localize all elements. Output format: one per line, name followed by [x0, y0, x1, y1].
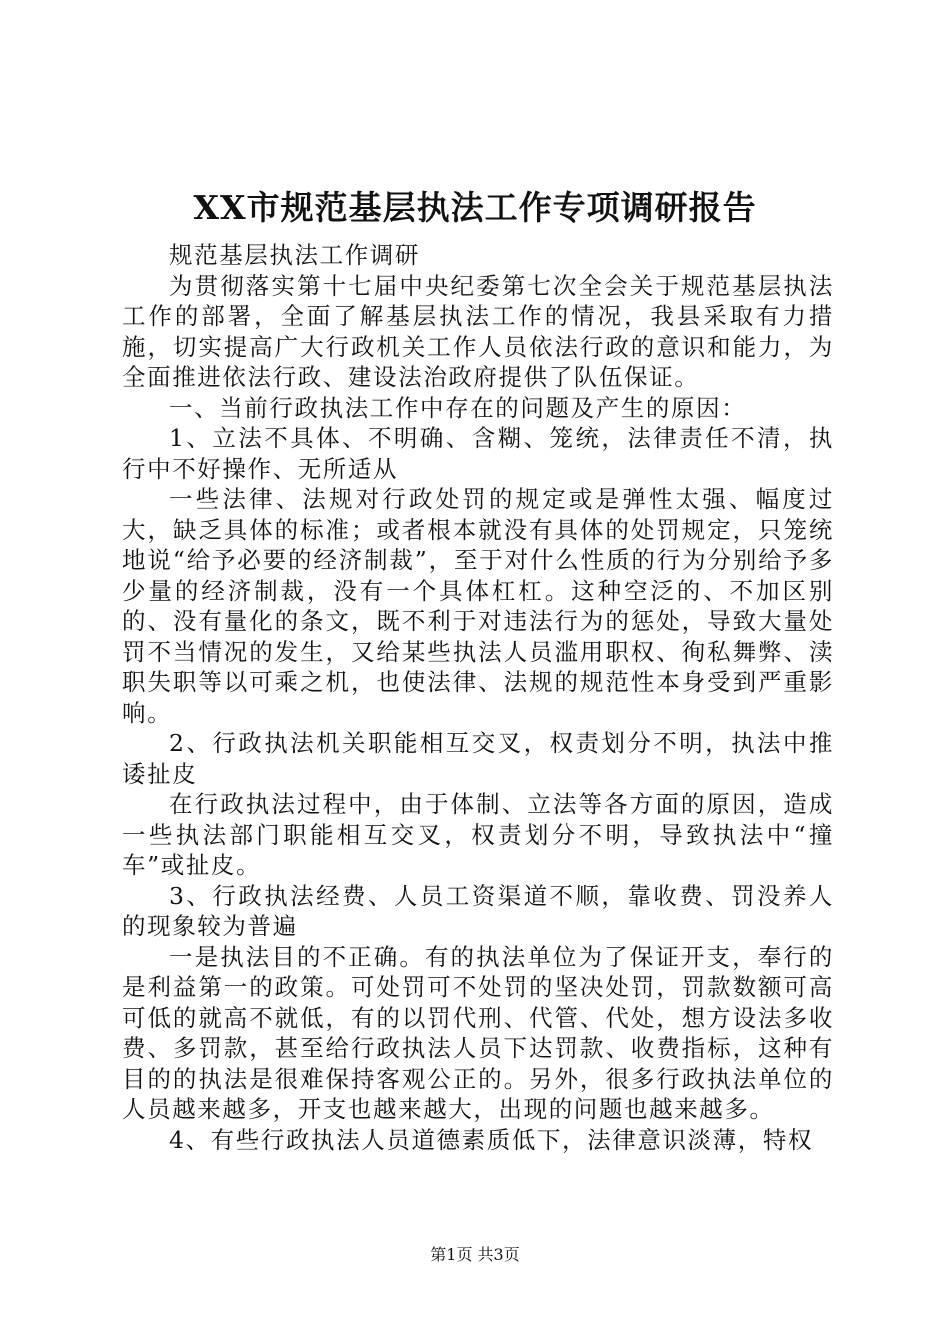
body-paragraph: 一些法律、法规对行政处罚的规定或是弹性太强、幅度过大，缺乏具体的标准；或者根本就没有具体的处罚规定，只笼统地说“给予必要的经济制裁”，至于对什么性质的行为分别给予多少量的经济制裁，没有一个具体杠杠。这种空泛的、不加区别的、没有量化的条文，既不利于对违法行为的惩处，导致大量处罚不当情况的发生，又给某些执法人员滥用职权、徇私舞弊、渎职失职等以可乘之机，也使法律、法规的规范性本身受到严重影响。: [122, 485, 834, 727]
issue-heading: 1、立法不具体、不明确、含糊、笼统，法律责任不清，执行中不好操作、无所适从: [122, 424, 834, 483]
body-paragraph: 为贯彻落实第十七届中央纪委第七次全会关于规范基层执法工作的部署，全面了解基层执法工作的情况，我县采取有力措施，切实提高广大行政机关工作人员依法行政的意识和能力，为全面推进依法行政、建设法治政府提供了队伍保证。: [122, 271, 834, 391]
body-paragraph: 在行政执法过程中，由于体制、立法等各方面的原因，造成一些执法部门职能相互交叉，权责划分不明，导致执法中“撞车”或扯皮。: [122, 790, 834, 879]
section-heading: 一、当前行政执法工作中存在的问题及产生的原因：: [169, 393, 747, 422]
issue-heading: 2、行政执法机关职能相互交叉，权责划分不明，执法中推诿扯皮: [122, 729, 834, 788]
page-footer: 第1页 共3页: [430, 1245, 520, 1264]
subtitle-paragraph: 规范基层执法工作调研: [169, 241, 420, 269]
issue-heading: 3、行政执法经费、人员工资渠道不顺，靠收费、罚没养人的现象较为普遍: [122, 881, 834, 940]
document-title: XX市规范基层执法工作专项调研报告: [193, 188, 757, 227]
body-paragraph: 一是执法目的不正确。有的执法单位为了保证开支，奉行的是利益第一的政策。可处罚可不处罚的坚决处罚，罚款数额可高可低的就高不就低，有的以罚代刑、代管、代处，想方设法多收费、多罚款，甚至给行政执法人员下达罚款、收费指标，这种有目的的执法是很难保持客观公正的。另外，很多行政执法单位的人员越来越多，开支也越来越大，出现的问题也越来越多。: [122, 942, 834, 1123]
issue-heading: 4、有些行政执法人员道德素质低下，法律意识淡薄，特权: [169, 1125, 814, 1154]
document-body: [122, 240, 834, 1155]
